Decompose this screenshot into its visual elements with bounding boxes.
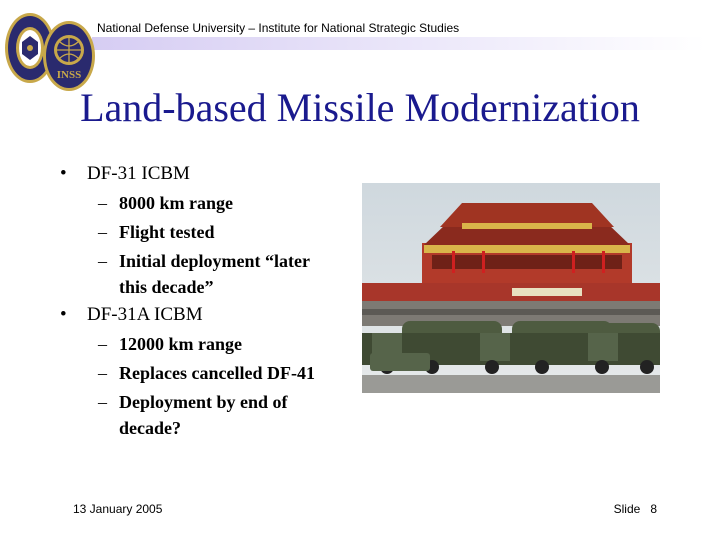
bullet-item: • DF-31 ICBM bbox=[60, 160, 360, 188]
sub-bullet-item: – Initial deployment “later bbox=[60, 248, 360, 274]
inss-logo-text: INSS bbox=[56, 69, 82, 81]
missile-parade-photo bbox=[362, 183, 660, 393]
dash-icon: – bbox=[98, 222, 107, 242]
bullet-dot-icon: • bbox=[60, 304, 67, 325]
dash-icon: – bbox=[98, 363, 107, 383]
sub-bullet-item: – Flight tested bbox=[60, 219, 360, 245]
footer-slide-number: Slide 8 bbox=[613, 502, 657, 516]
sub-bullet-continuation: this decade” bbox=[119, 277, 214, 297]
bullet-item: • DF-31A ICBM bbox=[60, 301, 360, 329]
inss-seal-icon bbox=[42, 20, 96, 92]
slide-title bbox=[0, 84, 720, 132]
sub-bullet-item: – 12000 km range bbox=[60, 331, 360, 357]
dash-icon: – bbox=[98, 251, 107, 271]
bullet-dot-icon: • bbox=[60, 163, 67, 184]
slide-title-text: Land-based Missile Modernization bbox=[80, 85, 640, 130]
footer-date: 13 January 2005 bbox=[73, 502, 163, 516]
sub-bullet-item: – Replaces cancelled DF-41 bbox=[60, 360, 360, 386]
dash-icon: – bbox=[98, 193, 107, 213]
dash-icon: – bbox=[98, 334, 107, 354]
bullet-list bbox=[60, 160, 360, 441]
institution-header: National Defense University – Institute for National Strategic Studies bbox=[97, 21, 460, 35]
sub-bullet-item: – Deployment by end of bbox=[60, 389, 360, 415]
dash-icon: – bbox=[98, 392, 107, 412]
sub-bullet-item: – 8000 km range bbox=[60, 190, 360, 216]
header-bar bbox=[92, 37, 706, 50]
sub-bullet-continuation: decade? bbox=[119, 418, 181, 438]
